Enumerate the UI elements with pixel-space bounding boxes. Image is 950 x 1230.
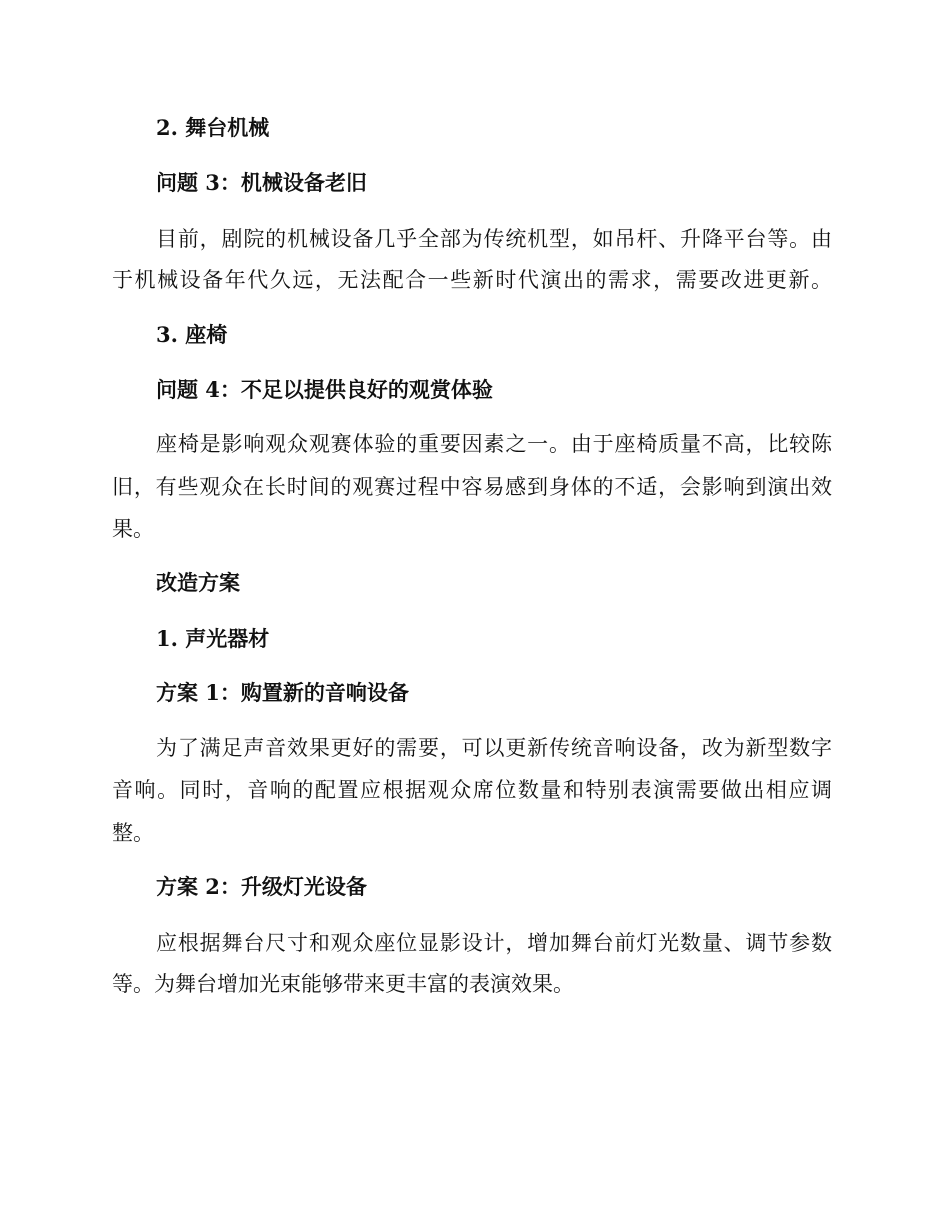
section-heading-sound-light: 1. 声光器材	[156, 626, 270, 651]
paragraph-line: 等。为舞台增加光束能够带来更丰富的表演效果。	[112, 972, 574, 996]
issue-4-heading: 问题 4：不足以提供良好的观赏体验	[156, 377, 493, 402]
plan-title: 改造方案	[156, 570, 240, 595]
issue-3-heading: 问题 3：机械设备老旧	[156, 170, 367, 195]
section-heading-seats: 3. 座椅	[156, 322, 228, 347]
paragraph-line: 果。	[112, 517, 154, 541]
paragraph-line: 整。	[112, 821, 154, 845]
paragraph-line: 于机械设备年代久远，无法配合一些新时代演出的需求，需要改进更新。	[112, 268, 832, 292]
plan-1-heading: 方案 1：购置新的音响设备	[156, 680, 409, 705]
paragraph-line: 旧，有些观众在长时间的观赛过程中容易感到身体的不适，会影响到演出效	[112, 475, 832, 499]
paragraph-line: 音响。同时，音响的配置应根据观众席位数量和特别表演需要做出相应调	[112, 778, 832, 802]
section-heading-stage-machinery: 2. 舞台机械	[156, 115, 270, 140]
paragraph-line: 座椅是影响观众观赛体验的重要因素之一。由于座椅质量不高，比较陈	[156, 432, 832, 456]
plan-2-heading: 方案 2：升级灯光设备	[156, 874, 367, 899]
paragraph-line: 为了满足声音效果更好的需要，可以更新传统音响设备，改为新型数字	[156, 736, 832, 760]
paragraph-line: 应根据舞台尺寸和观众座位显影设计，增加舞台前灯光数量、调节参数	[156, 931, 832, 955]
paragraph-line: 目前，剧院的机械设备几乎全部为传统机型，如吊杆、升降平台等。由	[156, 227, 832, 251]
